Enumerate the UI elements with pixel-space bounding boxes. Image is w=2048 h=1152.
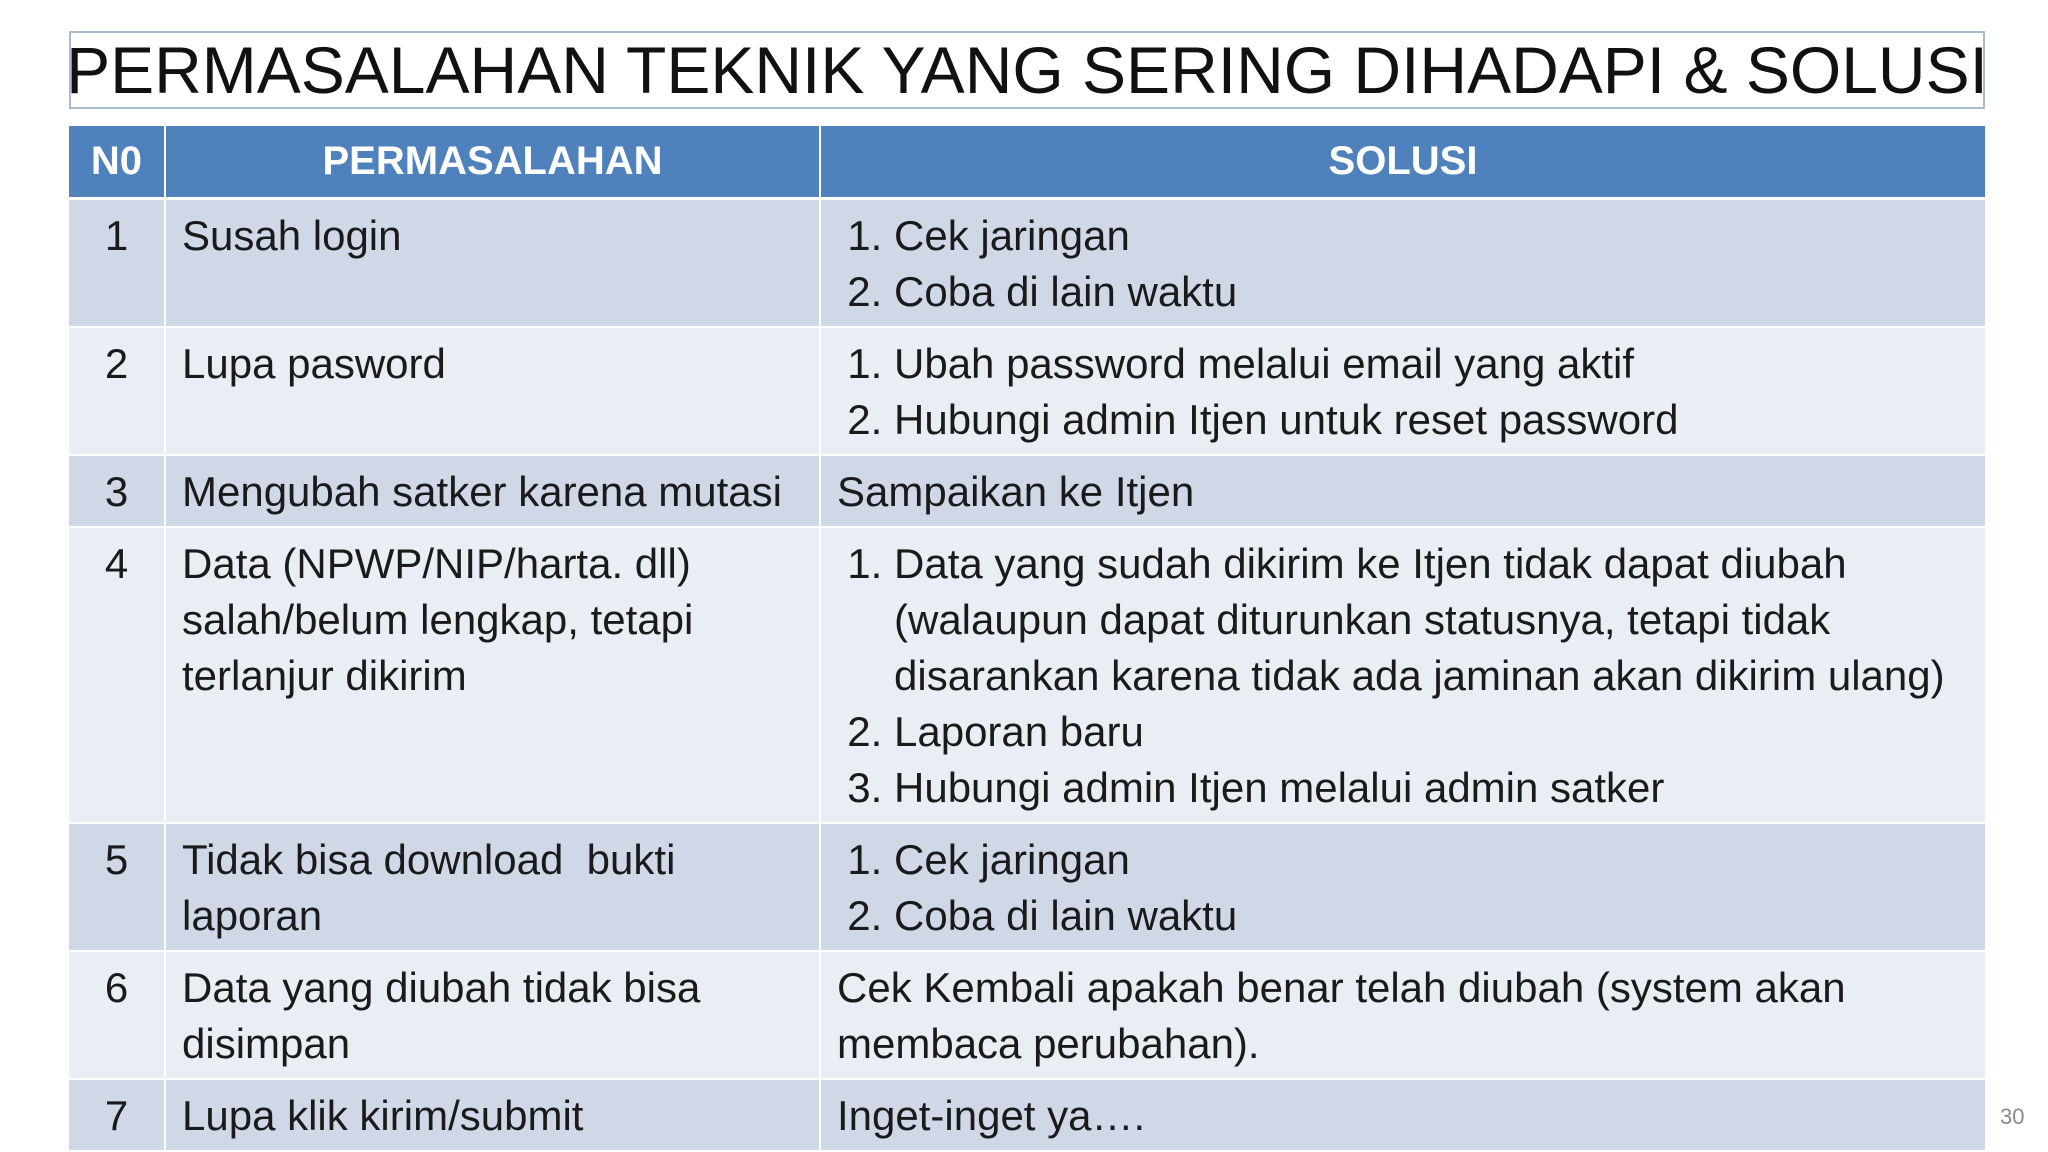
row-number: 3 xyxy=(69,455,165,527)
solution-list xyxy=(837,536,1969,816)
slide-title: PERMASALAHAN TEKNIK YANG SERING DIHADAPI & SOLUSI xyxy=(66,33,1988,107)
solution-cell: Sampaikan ke Itjen xyxy=(820,455,1985,527)
problem-cell: Data (NPWP/NIP/harta. dll) salah/belum lengkap, tetapi terlanjur dikirim xyxy=(165,527,820,823)
problem-cell: Tidak bisa download bukti laporan xyxy=(165,823,820,951)
problem-cell: Data yang diubah tidak bisa disimpan xyxy=(165,951,820,1079)
list-item: 2. Laporan baru xyxy=(894,704,1969,760)
row-number: 1 xyxy=(69,199,165,328)
table-row xyxy=(69,199,1985,328)
header-solution: SOLUSI xyxy=(820,126,1985,199)
problem-cell: Lupa klik kirim/submit xyxy=(165,1079,820,1151)
table-row xyxy=(69,327,1985,455)
table-row xyxy=(69,1079,1985,1151)
problem-cell: Susah login xyxy=(165,199,820,328)
problem-cell: Mengubah satker karena mutasi xyxy=(165,455,820,527)
slide-title-box xyxy=(66,31,1988,109)
table-row xyxy=(69,823,1985,951)
header-problem: PERMASALAHAN xyxy=(165,126,820,199)
list-item: 2. Hubungi admin Itjen untuk reset password xyxy=(894,392,1969,448)
solution-cell: Cek Kembali apakah benar telah diubah (system akan membaca perubahan). xyxy=(820,951,1985,1079)
list-item: 1. Cek jaringan xyxy=(894,208,1969,264)
solution-cell xyxy=(820,823,1985,951)
table-row xyxy=(69,455,1985,527)
solution-cell xyxy=(820,199,1985,328)
solution-cell xyxy=(820,527,1985,823)
problem-cell: Lupa pasword xyxy=(165,327,820,455)
problems-solutions-table xyxy=(69,126,1985,1152)
row-number: 4 xyxy=(69,527,165,823)
list-item: 3. Hubungi admin Itjen melalui admin satker xyxy=(894,760,1969,816)
solution-list xyxy=(837,208,1969,320)
page-number: 30 xyxy=(2000,1104,2025,1129)
table-header-row xyxy=(69,126,1985,199)
row-number: 5 xyxy=(69,823,165,951)
row-number: 7 xyxy=(69,1079,165,1151)
solution-cell xyxy=(820,327,1985,455)
list-item: 2. Coba di lain waktu xyxy=(894,888,1969,944)
table-row xyxy=(69,527,1985,823)
list-item: 1. Data yang sudah dikirim ke Itjen tidak dapat diubah (walaupun dapat diturunkan statusnya, tetapi tidak disarankan karena tidak ada jaminan akan dikirim ulang) xyxy=(894,536,1969,704)
list-item: 2. Coba di lain waktu xyxy=(894,264,1969,320)
list-item: 1. Ubah password melalui email yang aktif xyxy=(894,336,1969,392)
header-no: N0 xyxy=(69,126,165,199)
solution-list xyxy=(837,832,1969,944)
row-number: 2 xyxy=(69,327,165,455)
solution-list xyxy=(837,336,1969,448)
list-item: 1. Cek jaringan xyxy=(894,832,1969,888)
row-number: 6 xyxy=(69,951,165,1079)
solution-cell: Inget-inget ya…. xyxy=(820,1079,1985,1151)
table-row xyxy=(69,951,1985,1079)
